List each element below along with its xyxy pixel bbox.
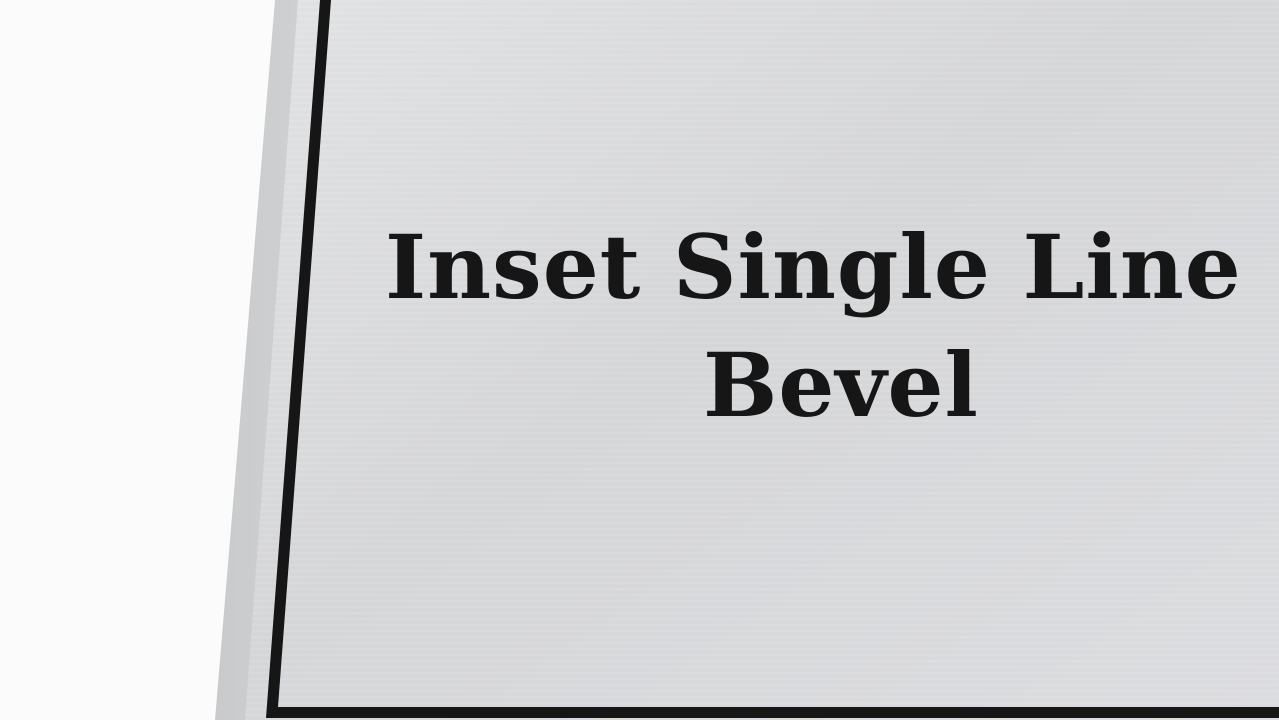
engraved-text-line-2: Bevel	[703, 333, 979, 437]
engraved-text-line-1: Inset Single Line	[385, 215, 1242, 319]
engraved-text	[385, 208, 1279, 444]
